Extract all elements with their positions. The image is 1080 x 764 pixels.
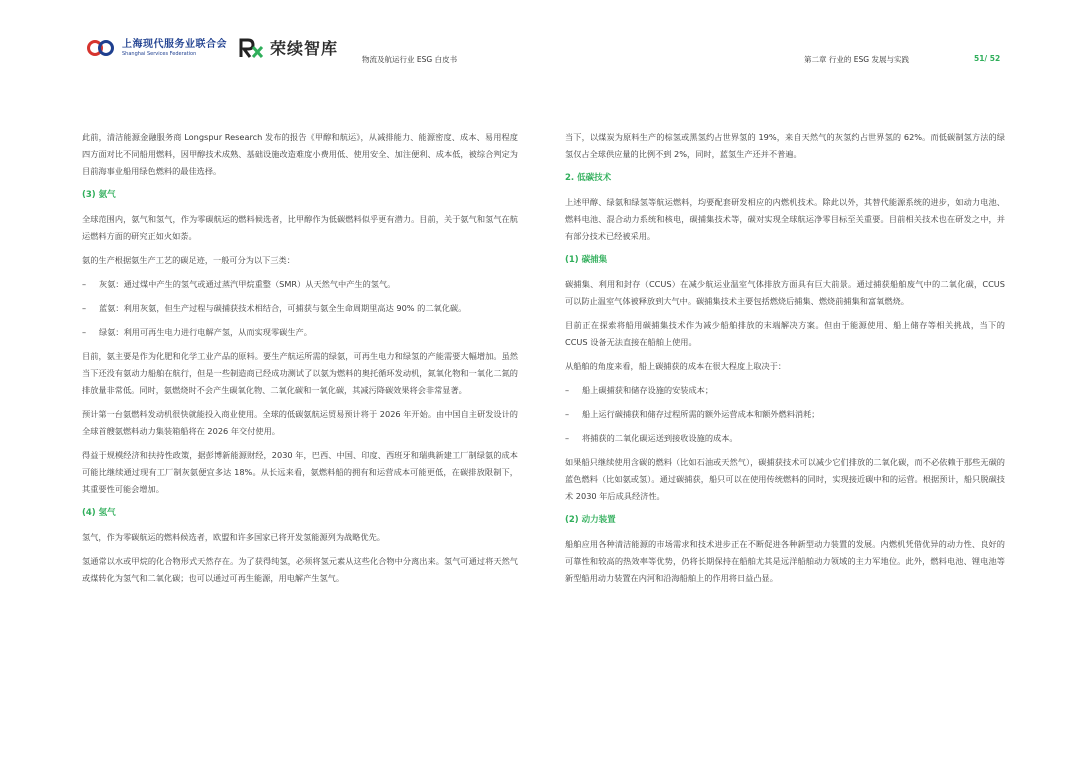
bullet-dash: – <box>82 327 87 337</box>
list-item <box>82 300 518 317</box>
paragraph: 目前正在探索将船用碳捕集技术作为减少船舶排放的末端解决方案。但由于能源使用、船上储存等相关挑战，当下的 CCUS 设备无法直接在船舶上使用。 <box>565 320 1005 347</box>
list-item <box>82 276 518 293</box>
bullet-dash: – <box>565 385 570 395</box>
paragraph: 上述甲醇、绿氨和绿氢等航运燃料，均要配套研发相应的内燃机技术。除此以外，其替代能源系统的进步，如动力电池、燃料电池、混合动力系统和核电，碳捕集技术等，碳对实现全球航运净零目标至关重要。目前相关技术也在研发之中，并有部分技术已经被采用。 <box>565 197 1005 241</box>
paragraph: 从船舶的角度来看，船上碳捕获的成本在很大程度上取决于： <box>565 361 787 371</box>
paragraph: 碳捕集、利用和封存（CCUS）在减少航运业温室气体排放方面具有巨大前景。通过捕获船舶废气中的二氧化碳，CCUS 可以防止温室气体被释放到大气中。碳捕集技术主要包括燃烧后捕集、燃烧前捕集和富氧燃烧。 <box>565 279 1005 306</box>
list-item-text: 船上碳捕获和储存设施的安装成本； <box>582 385 714 395</box>
ssf-logo-icon <box>86 37 116 59</box>
page-number: 51/ 52 <box>974 54 1001 63</box>
section-heading-ccus: (1) 碳捕集 <box>565 255 608 265</box>
list-item <box>565 430 1005 447</box>
rx-logo-icon <box>238 37 264 59</box>
page-header <box>0 0 1080 80</box>
chapter-title: 第二章 行业的 ESG 发展与实践 <box>804 55 909 64</box>
list-item <box>82 324 518 341</box>
section-heading-power: (2) 动力装置 <box>565 515 616 525</box>
paragraph: 如果船只继续使用含碳的燃料（比如石油或天然气），碳捕获技术可以减少它们排放的二氧化碳，而不必依赖于那些无碳的蓝色燃料（比如氨或氢）。通过碳捕获，船只可以在使用传统燃料的同时，实现接近碳中和的运营。根据预计，船只脱碳技术 2030 年后成具经济性。 <box>565 457 1005 501</box>
list-item <box>565 406 1005 423</box>
list-item-text: 船上运行碳捕获和储存过程所需的额外运营成本和额外燃料消耗； <box>582 409 820 419</box>
paragraph: 目前，氨主要是作为化肥和化学工业产品的原料。要生产航运所需的绿氨，可再生电力和绿氢的产能需要大幅增加。虽然当下还没有氨动力船舶在航行，但是一些制造商已经成功测试了以氨为燃料的奥托循环发动机，氮氧化物和一氧化二氮的排放量非常低。同时，氨燃烧时不会产生碳氧化物、二氧化碳和一氧化碳，其减污降碳效果将会非常显著。 <box>82 351 518 395</box>
ssf-logo <box>86 37 227 59</box>
section-heading-hydrogen: (4) 氢气 <box>82 508 116 518</box>
document-title: 物流及航运行业 ESG 白皮书 <box>362 55 458 64</box>
list-item-text: 将捕获的二氧化碳运送到接收设施的成本。 <box>582 433 738 443</box>
paragraph: 氢气，作为零碳航运的燃料候选者，欧盟和许多国家已将开发氢能源列为战略优先。 <box>82 532 385 542</box>
paragraph: 预计第一台氨燃料发动机很快就能投入商业使用。全球的低碳氨航运贸易预计将于 2026 年开始。由中国自主研发设计的全球首艘氨燃料动力集装箱船将在 2026 年交付使用。 <box>82 409 518 436</box>
section-heading-ammonia: (3) 氨气 <box>82 190 116 200</box>
paragraph: 船舶应用各种清洁能源的市场需求和技术进步正在不断促进各种新型动力装置的发展。内燃机凭借优异的动力性、良好的可靠性和较高的热效率等优势，仍将长期保持在船舶尤其是远洋船舶动力领域的主力军地位。此外，燃料电池、锂电池等新型船用动力装置在内河和沿海船舶上的作用将日益凸显。 <box>565 539 1005 583</box>
bullet-dash: – <box>82 279 87 289</box>
bullet-dash: – <box>565 433 570 443</box>
paragraph: 全球范围内，氨气和氢气，作为零碳航运的燃料候选者，比甲醇作为低碳燃料似乎更有潜力。目前，关于氨气和氢气在航运燃料方面的研究正如火如荼。 <box>82 214 518 241</box>
list-item-text: 灰氨：通过煤中产生的氢气或通过蒸汽甲烷重整（SMR）从天然气中产生的氢气。 <box>99 279 396 289</box>
paragraph: 得益于规模经济和扶持性政策，据彭博新能源财经，2030 年，巴西、中国、印度、西班牙和瑞典新建工厂制绿氨的成本可能比继续通过现有工厂制灰氨便宜多达 18%。从长远来看，氨燃料船的拥有和运营成本可能更低，在碳排放限制下，其重要性可能会增加。 <box>82 450 518 494</box>
bullet-dash: – <box>565 409 570 419</box>
left-column <box>82 129 518 594</box>
bullet-dash: – <box>82 303 87 313</box>
right-column <box>565 129 1005 594</box>
paragraph: 氢通常以水或甲烷的化合物形式天然存在。为了获得纯氢，必须将氢元素从这些化合物中分离出来。氢气可通过将天然气或煤转化为氢气和二氧化碳；也可以通过可再生能源，用电解产生氢气。 <box>82 556 518 583</box>
paragraph: 此前，清洁能源金融服务商 Longspur Research 发布的报告《甲醇和航运》，从减排能力、能源密度、成本、易用程度四方面对比不同船用燃料，因甲醇技术成熟、基础设施改造难度小费用低、使用安全、加注便利、成本低，被综合判定为目前海事业船用绿色燃料的最佳选择。 <box>82 132 518 176</box>
list-item-text: 绿氨：利用可再生电力进行电解产氢，从而实现零碳生产。 <box>99 327 312 337</box>
ssf-name-en: Shanghai Services Federation <box>122 50 197 57</box>
rx-logo <box>238 36 338 59</box>
section-heading-low-carbon: 2. 低碳技术 <box>565 173 612 183</box>
paragraph: 氨的生产根据氨生产工艺的碳足迹，一般可分为以下三类： <box>82 255 295 265</box>
paragraph: 当下，以煤炭为原料生产的棕氢或黑氢约占世界氢的 19%，来自天然气的灰氢约占世界氢的 62%。而低碳制氢方法的绿氢仅占全球供应量的比例不到 2%，同时，蓝氢生产还并不普遍。 <box>565 132 1005 159</box>
list-item-text: 蓝氨：利用灰氨，但生产过程与碳捕获技术相结合，可捕获与氨全生命周期里高达 90% 的二氧化碳。 <box>99 303 467 313</box>
rx-name: 荣续智库 <box>270 39 339 58</box>
ssf-name-cn: 上海现代服务业联合会 <box>122 38 227 50</box>
list-item <box>565 382 1005 399</box>
